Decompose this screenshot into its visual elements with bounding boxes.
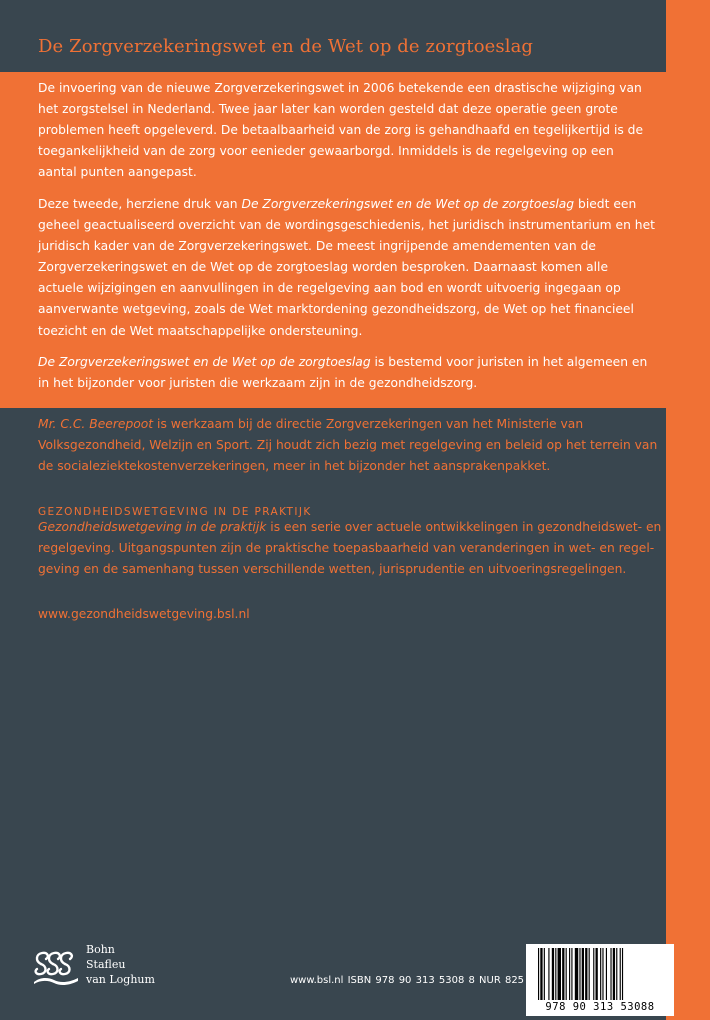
series-text: is een serie over actuele ontwikkelingen in gezondheidswet- en regelgeving. Uitgangspunten zijn de praktische toepasbaarheid van veranderingen in wet- en regelgeving en de samenhang tussen verschillende wetten, jurisprudentie en uitvoeringsregelingen.	[38, 520, 662, 577]
author-bio-text: is werkzaam bij de directie Zorgverzekeringen van het Ministerie van Volksgezondheid, Welzijn en Sport. Zij houdt zich bezig met regelgeving en beleid op het terrein van de socialeziektekostenverzekeringen, meer in het bijzonder het aansprakenpakket.	[38, 417, 658, 474]
series-name: Gezondheidswetgeving in de praktijk	[38, 520, 267, 534]
publisher-logo	[32, 940, 172, 990]
intro-paragraph-1: De invoering van de nieuwe Zorgverzekeringswet in 2006 betekende een drastische wijziging van het zorgstelsel in Nederland. Twee jaar later kan worden gesteld dat deze operatie geen grote problemen heeft opgeleverd. De betaalbaarheid van de zorg is gehandhaafd en tegelijkertijd is de toegankelijkheid van de zorg voor eenieder gewaarborgd. Inmiddels is de regelgeving op een aantal punten aangepast.	[38, 81, 644, 180]
p3-body: is bestemd voor juristen in het algemeen en in het bijzonder voor juristen die werkzaam zijn in de gezondheidszorg.	[38, 355, 648, 391]
book-title: De Zorgverzekeringswet en de Wet op de zorgtoeslag	[38, 36, 534, 57]
publisher-name	[86, 942, 155, 987]
p3-book-title: De Zorgverzekeringswet en de Wet op de zorgtoeslag	[38, 355, 371, 369]
publisher-line-1: Bohn	[86, 943, 115, 956]
p2-book-title: De Zorgverzekeringswet en de Wet op de zorgtoeslag	[241, 197, 575, 211]
publisher-line-2: Stafleu	[86, 958, 126, 971]
series-description	[38, 517, 663, 580]
imprint-line: www.bsl.nl ISBN 978 90 313 5308 8 NUR 825	[290, 975, 525, 986]
isbn-barcode	[526, 944, 674, 1016]
p2-body: biedt een geheel geactualiseerd overzicht van de wordingsgeschiedenis, het juridisch instrumentarium en het juridisch kader van de Zorgverzekeringswet. De meest ingrijpende amendementen van de Zorgverzekeringswet en de Wet op de zorgtoeslag worden besproken. Daarnaast komen alle actuele wijzigingen en aanvullingen in de regelgeving aan bod en wordt uitvoerig ingegaan op aanverwante wetgeving, zoals de Wet marktordening gezondheidszorg, de Wet op het financieel toezicht en de Wet maatschappelijke ondersteuning.	[38, 197, 655, 338]
intro-paragraph-3	[38, 352, 656, 394]
barcode-number: 978 90 313 53088	[545, 1001, 655, 1013]
series-heading: GEZONDHEIDSWETGEVING IN DE PRAKTIJK	[38, 506, 312, 518]
author-name: Mr. C.C. Beerepoot	[38, 417, 154, 431]
barcode-bars	[536, 948, 664, 1000]
p2-lead: Deze tweede, herziene druk van	[38, 197, 242, 211]
intro-paragraph-2	[38, 194, 656, 342]
series-website-link[interactable]: www.gezondheidswetgeving.bsl.nl	[38, 607, 250, 621]
right-orange-stripe	[666, 0, 710, 1020]
bsl-logo-icon	[32, 944, 80, 986]
publisher-line-3: van Loghum	[86, 973, 155, 986]
author-bio	[38, 414, 663, 477]
